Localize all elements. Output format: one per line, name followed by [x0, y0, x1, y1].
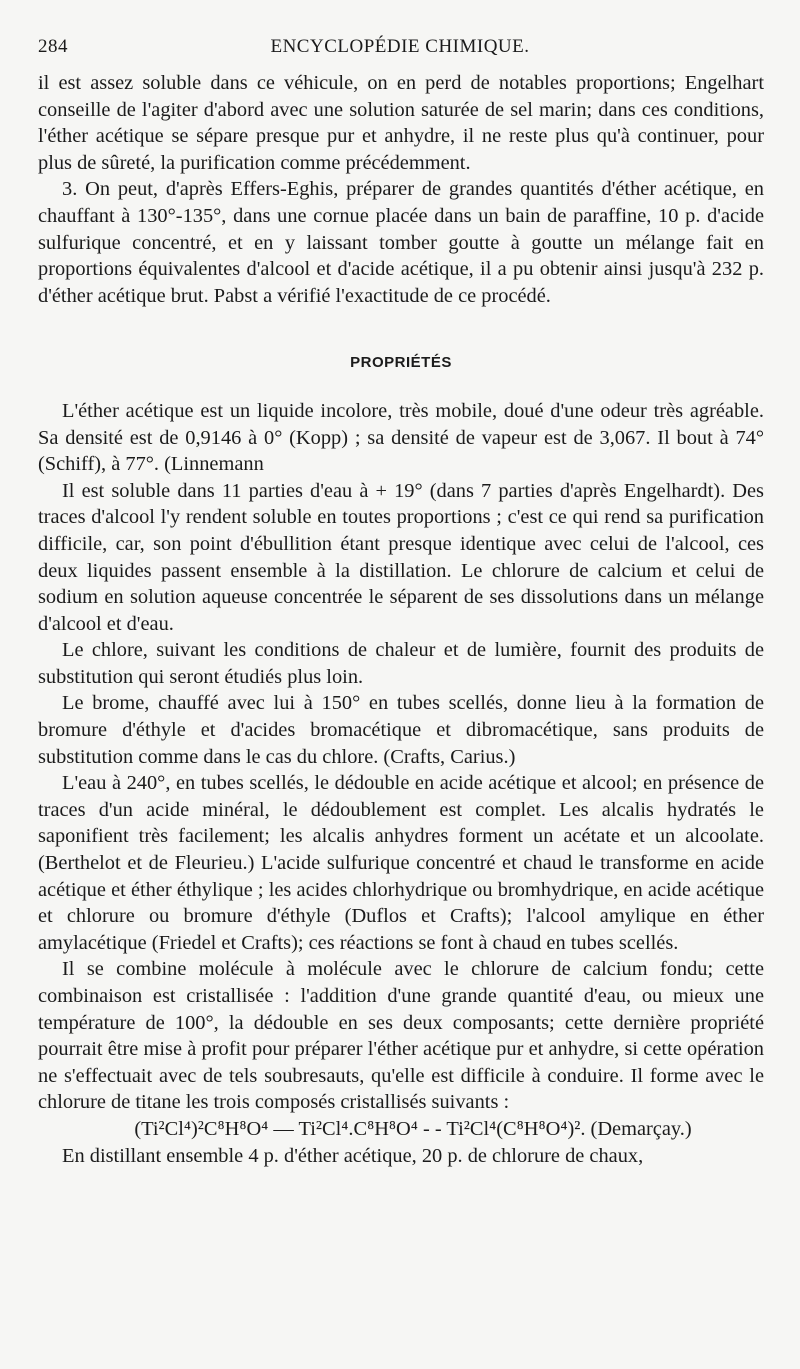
page-number: 284: [38, 36, 68, 57]
paragraph: il est assez soluble dans ce véhicule, on en perd de notables proportions; Engelhart conseille de l'agiter d'abord avec une solution saturée de sel marin; dans ces conditions, l'éther acétique se sépare presque pur et anhydre, il ne reste plus qu'à continuer, pour plus de sûreté, la purification comme précédemment.: [38, 72, 764, 174]
chemical-formula: (Ti²Cl⁴)²C⁸H⁸O⁴ — Ti²Cl⁴.C⁸H⁸O⁴ - - Ti²Cl⁴(C⁸H⁸O⁴)². (Demarçay.): [134, 1117, 692, 1140]
paragraph: Le brome, chauffé avec lui à 150° en tubes scellés, donne lieu à la formation de bromure d'éthyle et d'acides bromacétique et dibromacétique, sans produits de substitution comme dans le cas du chlore. (Crafts, Carius.): [38, 692, 764, 768]
paragraph: 3. On peut, d'après Effers-Eghis, préparer de grandes quantités d'éther acétique, en chauffant à 130°-135°, dans une cornue placée dans un bain de paraffine, 10 p. d'acide sulfurique concentré, et en y laissant tomber goutte à goutte un mélange fait en proportions équivalentes d'alcool et d'acide acétique, il a pu obtenir ainsi jusqu'à 232 p. d'éther acétique brut. Pabst a vérifié l'exactitude de ce procédé.: [38, 178, 764, 307]
page-header: [38, 36, 762, 62]
paragraph: En distillant ensemble 4 p. d'éther acétique, 20 p. de chlorure de chaux,: [62, 1144, 644, 1167]
running-title: ENCYCLOPÉDIE CHIMIQUE.: [270, 36, 530, 57]
page-body: [38, 70, 764, 1169]
paragraph: L'eau à 240°, en tubes scellés, le dédouble en acide acétique et alcool; en présence de traces d'un acide minéral, le dédoublement est complet. Les alcalis hydratés le saponifient très facilement; les alcalis anhydres forment un acétate et un alcoolate. (Berthelot et de Fleurieu.) L'acide sulfurique concentré et chaud le transforme en acide acétique et éther éthylique ; les acides chlorhydrique ou bromhydrique, en acide acétique et chlorure ou bromure d'éthyle (Duflos et Crafts); l'alcool amylique en éther amylacétique (Friedel et Crafts); ces réactions se font à chaud en tubes scellés.: [38, 772, 764, 954]
paragraph: Il se combine molécule à molécule avec le chlorure de calcium fondu; cette combinaison est cristallisée : l'addition d'une grande quantité d'eau, ou mieux une température de 100°, la dédouble en ses deux composants; cette dernière propriété pourrait être mise à profit pour préparer l'éther acétique pur et anhydre, si cette opération ne s'effectuait avec de tels soubresauts, qu'elle est difficile à conduire. Il forme avec le chlorure de titane les trois composés cristallisés suivants :: [38, 958, 764, 1114]
paragraph: Le chlore, suivant les conditions de chaleur et de lumière, fournit des produits de substitution qui seront étudiés plus loin.: [38, 639, 764, 688]
paragraph: L'éther acétique est un liquide incolore, très mobile, doué d'une odeur très agréable. Sa densité est de 0,9146 à 0° (Kopp) ; sa densité de vapeur est de 3,067. Il bout à 74° (Schiff), à 77°. (Linnemann: [38, 399, 764, 476]
paragraph: Il est soluble dans 11 parties d'eau à + 19° (dans 7 parties d'après Engelhardt). Des traces d'alcool l'y rendent soluble en toutes proportions ; c'est ce qui rend sa purification difficile, car, son point d'ébullition étant presque identique avec celui de l'alcool, ces deux liquides passent ensemble à la distillation. Le chlorure de calcium et celui de sodium en solution aqueuse concentrée le séparent de ses dissolutions dans un mélange d'alcool et d'eau.: [38, 479, 764, 635]
section-heading: PROPRIÉTÉS: [350, 354, 452, 372]
